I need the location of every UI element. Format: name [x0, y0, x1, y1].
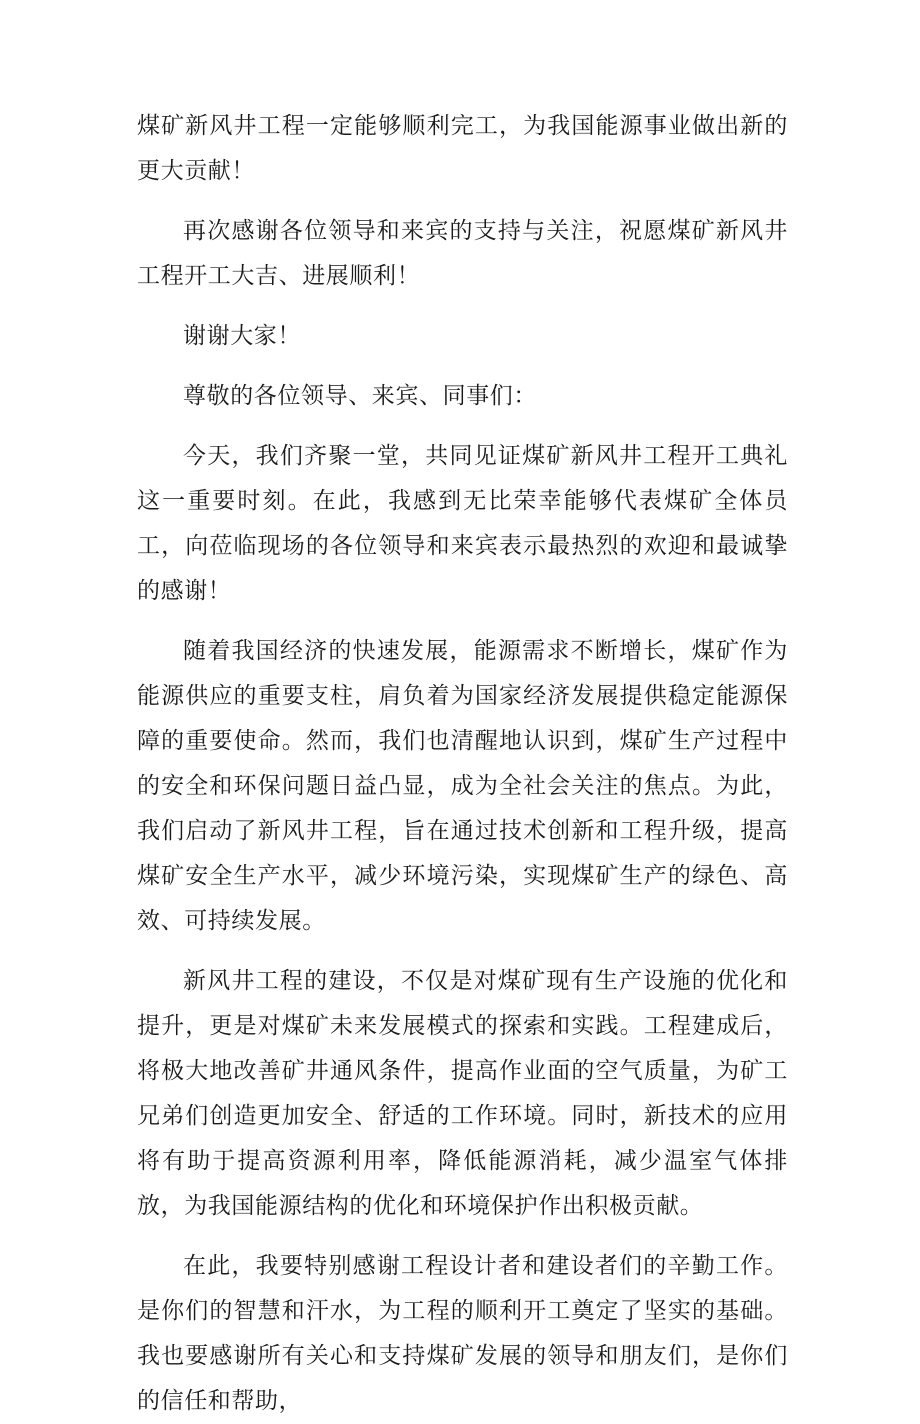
- paragraph-7: 新风井工程的建设，不仅是对煤矿现有生产设施的优化和提升，更是对煤矿未来发展模式的探索和实践。工程建成后，将极大地改善矿井通风条件，提高作业面的空气质量，为矿工兄弟们创造更加安全、舒适的工作环境。同时，新技术的应用将有助于提高资源利用率，降低能源消耗，减少温室气体排放，为我国能源结构的优化和环境保护作出积极贡献。: [137, 968, 788, 1219]
- paragraph-2: 再次感谢各位领导和来宾的支持与关注，祝愿煤矿新风井工程开工大吉、进展顺利！: [137, 218, 788, 289]
- paragraph-8: 在此，我要特别感谢工程设计者和建设者们的辛勤工作。是你们的智慧和汗水，为工程的顺利开工奠定了坚实的基础。我也要感谢所有关心和支持煤矿发展的领导和朋友们，是你们的信任和帮助，: [137, 1253, 788, 1414]
- paragraph-4: 尊敬的各位领导、来宾、同事们：: [183, 383, 537, 409]
- paragraph-1: 煤矿新风井工程一定能够顺利完工，为我国能源事业做出新的更大贡献！: [137, 113, 788, 184]
- paragraph-6: 随着我国经济的快速发展，能源需求不断增长，煤矿作为能源供应的重要支柱，肩负着为国家经济发展提供稳定能源保障的重要使命。然而，我们也清醒地认识到，煤矿生产过程中的安全和环保问题日益凸显，成为全社会关注的焦点。为此，我们启动了新风井工程，旨在通过技术创新和工程升级，提高煤矿安全生产水平，减少环境污染，实现煤矿生产的绿色、高效、可持续发展。: [137, 638, 788, 934]
- paragraph-3: 谢谢大家！: [183, 323, 301, 349]
- paragraph-5: 今天，我们齐聚一堂，共同见证煤矿新风井工程开工典礼这一重要时刻。在此，我感到无比荣幸能够代表煤矿全体员工，向莅临现场的各位领导和来宾表示最热烈的欢迎和最诚挚的感谢！: [137, 443, 788, 604]
